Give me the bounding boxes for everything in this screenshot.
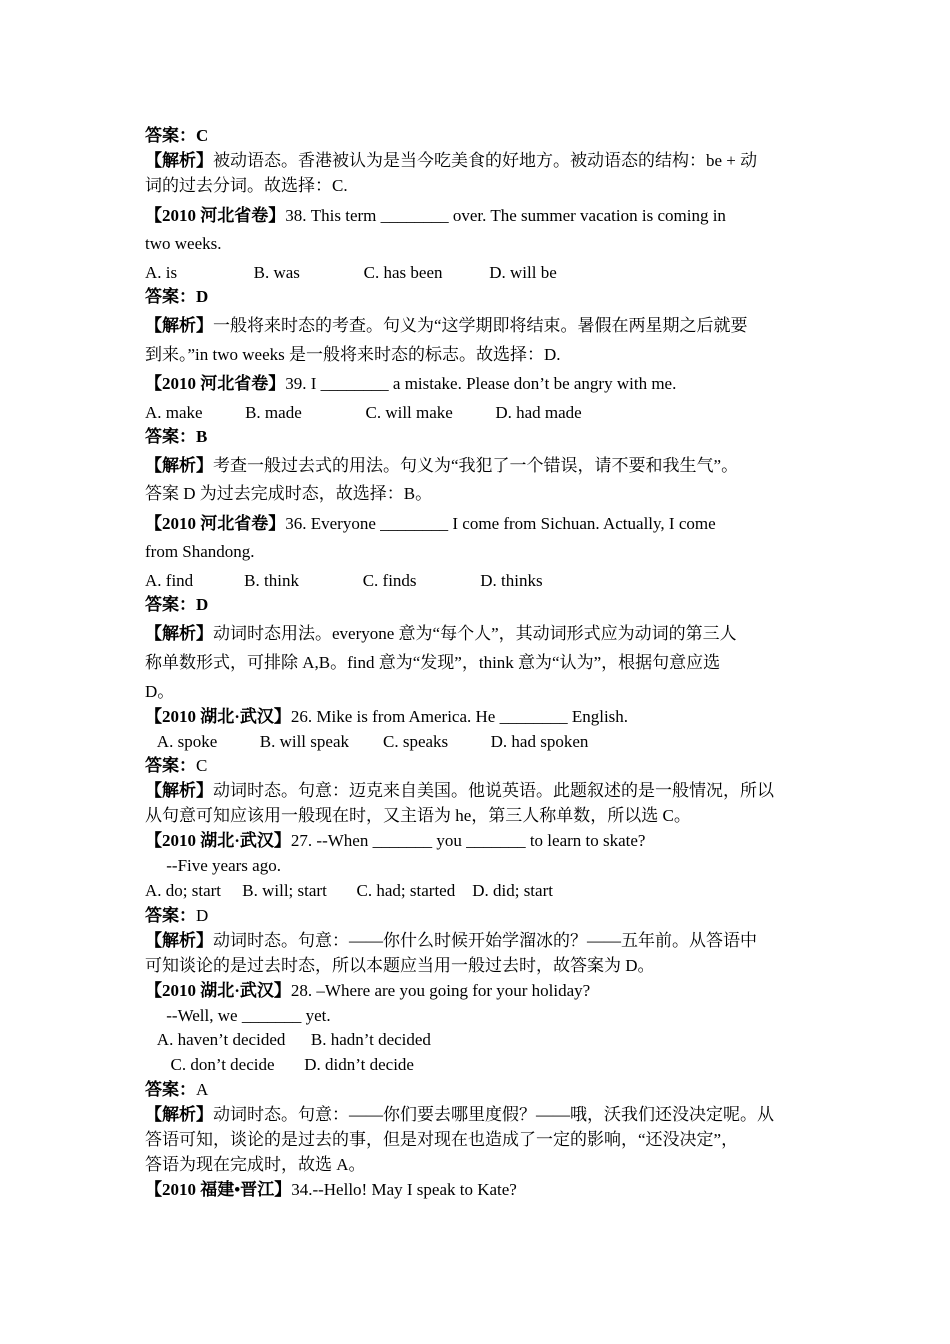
options-line: A. make B. made C. will make D. had made bbox=[145, 403, 582, 422]
answer-line bbox=[145, 1079, 208, 1101]
answer-line bbox=[145, 426, 207, 448]
question-header-28 bbox=[145, 980, 590, 1002]
text-line: 称单数形式，可排除 A,B。find 意为“发现”，think 意为“认为”，根据句意应选 bbox=[145, 653, 721, 672]
text-line: 词的过去分词。故选择：C. bbox=[145, 176, 348, 195]
line-text: 被动语态。香港被认为是当今吃美食的好地方。被动语态的结构：be + 动 bbox=[213, 151, 758, 170]
options-line: A. spoke B. will speak C. speaks D. had spoken bbox=[145, 732, 589, 751]
question-header-39 bbox=[145, 373, 676, 395]
options-line: A. do; start B. will; start C. had; started D. did; start bbox=[145, 881, 553, 900]
line-tag: 答案： bbox=[145, 756, 196, 775]
text-line: 答案 D 为过去完成时态，故选择：B。 bbox=[145, 484, 433, 503]
analysis-line bbox=[145, 315, 748, 337]
bold-text: 答案：B bbox=[145, 427, 208, 446]
line-text: 动词时态。句意：迈克来自美国。他说英语。此题叙述的是一般情况，所以 bbox=[213, 781, 774, 800]
bold-text: 答案：D bbox=[145, 287, 209, 306]
line-tag: 【解析】 bbox=[145, 1105, 213, 1124]
line-text: 一般将来时态的考查。句义为“这学期即将结束。暑假在两星期之后就要 bbox=[213, 316, 748, 335]
analysis-line bbox=[145, 780, 774, 802]
options-line: A. is B. was C. has been D. will be bbox=[145, 263, 557, 282]
analysis-line bbox=[145, 150, 757, 172]
line-tag: 【2010 河北省卷】 bbox=[145, 206, 286, 225]
line-tag: 【2010 福建•晋江】 bbox=[145, 1180, 292, 1199]
text-line: 可知谈论的是过去时态，所以本题应当用一般过去时，故答案为 D。 bbox=[145, 956, 655, 975]
options-line: A. haven’t decided B. hadn’t decided bbox=[145, 1030, 431, 1049]
line-tag: 答案： bbox=[145, 906, 196, 925]
line-text: C bbox=[196, 756, 208, 775]
line-tag: 答案： bbox=[145, 1080, 196, 1099]
line-tag: 【解析】 bbox=[145, 624, 213, 643]
line-text: 27. --When _______ you _______ to learn to skate? bbox=[290, 831, 646, 850]
line-text: 26. Mike is from America. He ________ English. bbox=[290, 707, 629, 726]
answer-line bbox=[145, 905, 208, 927]
question-header-26 bbox=[145, 706, 628, 728]
line-tag: 【2010 湖北·武汉】 bbox=[145, 707, 291, 726]
analysis-line bbox=[145, 930, 757, 952]
line-text: D bbox=[196, 906, 209, 925]
line-text: 34.--Hello! May I speak to Kate? bbox=[291, 1180, 517, 1199]
line-tag: 【解析】 bbox=[145, 456, 213, 475]
answer-line bbox=[145, 286, 208, 308]
line-tag: 【解析】 bbox=[145, 781, 213, 800]
line-tag: 【2010 湖北·武汉】 bbox=[145, 831, 291, 850]
bold-text: 答案：D bbox=[145, 595, 209, 614]
line-tag: 【解析】 bbox=[145, 931, 213, 950]
line-tag: 【2010 湖北·武汉】 bbox=[145, 981, 291, 1000]
line-text: 38. This term ________ over. The summer vacation is coming in bbox=[285, 206, 726, 225]
line-tag: 【2010 河北省卷】 bbox=[145, 514, 286, 533]
line-text: 39. I ________ a mistake. Please don’t be angry with me. bbox=[285, 374, 677, 393]
question-header-27 bbox=[145, 830, 645, 852]
line-tag: 【解析】 bbox=[145, 151, 213, 170]
text-line: 从句意可知应该用一般现在时，又主语为 he，第三人称单数，所以选 C。 bbox=[145, 806, 691, 825]
line-text: 考查一般过去式的用法。句义为“我犯了一个错误，请不要和我生气”。 bbox=[213, 456, 739, 475]
text-line: --Well, we _______ yet. bbox=[145, 1006, 331, 1025]
line-text: 28. –Where are you going for your holiday? bbox=[290, 981, 591, 1000]
line-text: 36. Everyone ________ I come from Sichuan. Actually, I come bbox=[285, 514, 716, 533]
text-line: two weeks. bbox=[145, 234, 222, 253]
question-header-36 bbox=[145, 513, 716, 535]
bold-text: 答案：C bbox=[145, 126, 209, 145]
answer-line bbox=[145, 594, 208, 616]
text-line: from Shandong. bbox=[145, 542, 255, 561]
question-header-38 bbox=[145, 205, 726, 227]
text-line: 答语可知，谈论的是过去的事，但是对现在也造成了一定的影响，“还没决定”， bbox=[145, 1130, 739, 1149]
line-tag: 【2010 河北省卷】 bbox=[145, 374, 286, 393]
line-text: 动词时态。句意：——你什么时候开始学溜冰的？——五年前。从答语中 bbox=[213, 931, 757, 950]
line-text: 动词时态用法。everyone 意为“每个人”，其动词形式应为动词的第三人 bbox=[213, 624, 737, 643]
line-text: 动词时态。句意：——你们要去哪里度假？——哦，沃我们还没决定呢。从 bbox=[213, 1105, 774, 1124]
options-line: A. find B. think C. finds D. thinks bbox=[145, 571, 543, 590]
analysis-line bbox=[145, 455, 738, 477]
answer-line-1 bbox=[145, 125, 208, 147]
text-line: --Five years ago. bbox=[145, 856, 281, 875]
analysis-line bbox=[145, 623, 737, 645]
answer-line bbox=[145, 755, 207, 777]
text-line: D。 bbox=[145, 682, 175, 701]
line-tag: 【解析】 bbox=[145, 316, 213, 335]
options-line: C. don’t decide D. didn’t decide bbox=[145, 1055, 414, 1074]
line-text: A bbox=[196, 1080, 209, 1099]
text-line: 到来。”in two weeks 是一般将来时态的标志。故选择：D. bbox=[145, 345, 561, 364]
analysis-line bbox=[145, 1104, 774, 1126]
question-header-34 bbox=[145, 1179, 517, 1201]
text-line: 答语为现在完成时，故选 A。 bbox=[145, 1155, 366, 1174]
